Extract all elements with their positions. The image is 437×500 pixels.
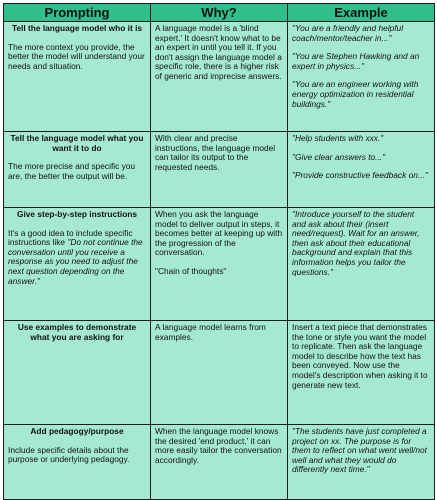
prompting-heading: Tell the language model what you want it to do (10, 133, 144, 153)
prompting-heading: Tell the language model who it is (11, 23, 143, 33)
example-text: "Give clear answers to..." (292, 151, 386, 162)
example-text: "You are Stephen Hawking and an expert in physics..." (292, 51, 420, 71)
prompting-cell (4, 425, 151, 500)
why-cell (151, 425, 288, 500)
header-row (4, 4, 435, 22)
why-text: With clear and precise instructions, the language model can tailor its output to the requested needs. (155, 133, 276, 172)
why-text: A language model is a 'blind expert.' It doesn't know what to be an expert in until you tell it. If you don't assign the language model a specific role, there is a higher risk of generic and imprecise answers. (155, 23, 282, 81)
prompting-guide-table (3, 3, 435, 500)
example-cell (288, 425, 435, 500)
prompting-guide-table-container (3, 3, 434, 497)
prompting-description (8, 229, 146, 287)
table-row (4, 321, 435, 425)
example-text: "Help students with xxx." (292, 133, 384, 143)
why-cell (151, 208, 288, 321)
why-extra-text: "Chain of thoughts" (155, 265, 227, 276)
example-text: "The students have just completed a project on xx. The purpose is for them to reflect on what went well/not well and what they would do differently next time." (292, 426, 427, 475)
example-text: "Introduce yourself to the student and ask about their (insert need/request). Wait for an answer, then ask about their educational background and explain that this information helps you tailor the questions." (292, 209, 420, 277)
prompting-heading: Give step-by-step instructions (16, 209, 138, 219)
example-text: "You are a friendly and helpful coach/mentor/teacher in..." (292, 23, 404, 43)
prompting-description: The more precise and specific you are, the better the output will be. (8, 161, 136, 181)
example-cell (288, 321, 435, 425)
prompting-heading: Add pedagogy/purpose (30, 426, 124, 436)
example-cell (288, 208, 435, 321)
header-example: Example (288, 4, 435, 22)
why-cell (151, 321, 288, 425)
example-cell (288, 22, 435, 132)
table-row (4, 208, 435, 321)
header-why: Why? (151, 4, 288, 22)
prompting-description: Include specific details about the purpose or underlying pedagogy. (8, 444, 130, 465)
prompting-cell (4, 321, 151, 425)
prompting-heading: Use examples to demonstrate what you are asking for (17, 322, 137, 342)
table-row (4, 425, 435, 500)
prompting-description-prefix: It's a good idea to include specific instructions like (8, 227, 133, 248)
header-prompting: Prompting (4, 4, 151, 22)
prompting-cell (4, 22, 151, 132)
why-text: When the language model knows the desired 'end product,' it can more easily tailor the conversation accordingly. (155, 426, 282, 465)
table-row (4, 132, 435, 208)
why-text: A language model learns from examples. (155, 322, 266, 342)
table-row (4, 22, 435, 132)
why-cell (151, 22, 288, 132)
why-cell (151, 132, 288, 208)
prompting-cell (4, 208, 151, 321)
prompting-description: The more context you provide, the better the model will understand your needs and situation. (8, 41, 145, 71)
why-text: When you ask the language model to deliver output in steps, it becomes better at keeping up with the progression of the conversation. (155, 209, 283, 258)
example-text: "You are an engineer working with energy optimization in residential buildings." (292, 79, 419, 109)
prompting-cell (4, 132, 151, 208)
prompting-description-quote: "Do not continue the conversation until you receive a response as you need to adjust the next question depending on the answer." (8, 237, 143, 286)
example-text: Insert a text piece that demonstrates the tone or style you want the model to replicate. Then ask the language model to describe how the text has been conveyed. Now use the model's description when asking it to generate new text. (292, 322, 428, 390)
example-text: "Provide constructive feedback on..." (292, 170, 428, 181)
example-cell (288, 132, 435, 208)
